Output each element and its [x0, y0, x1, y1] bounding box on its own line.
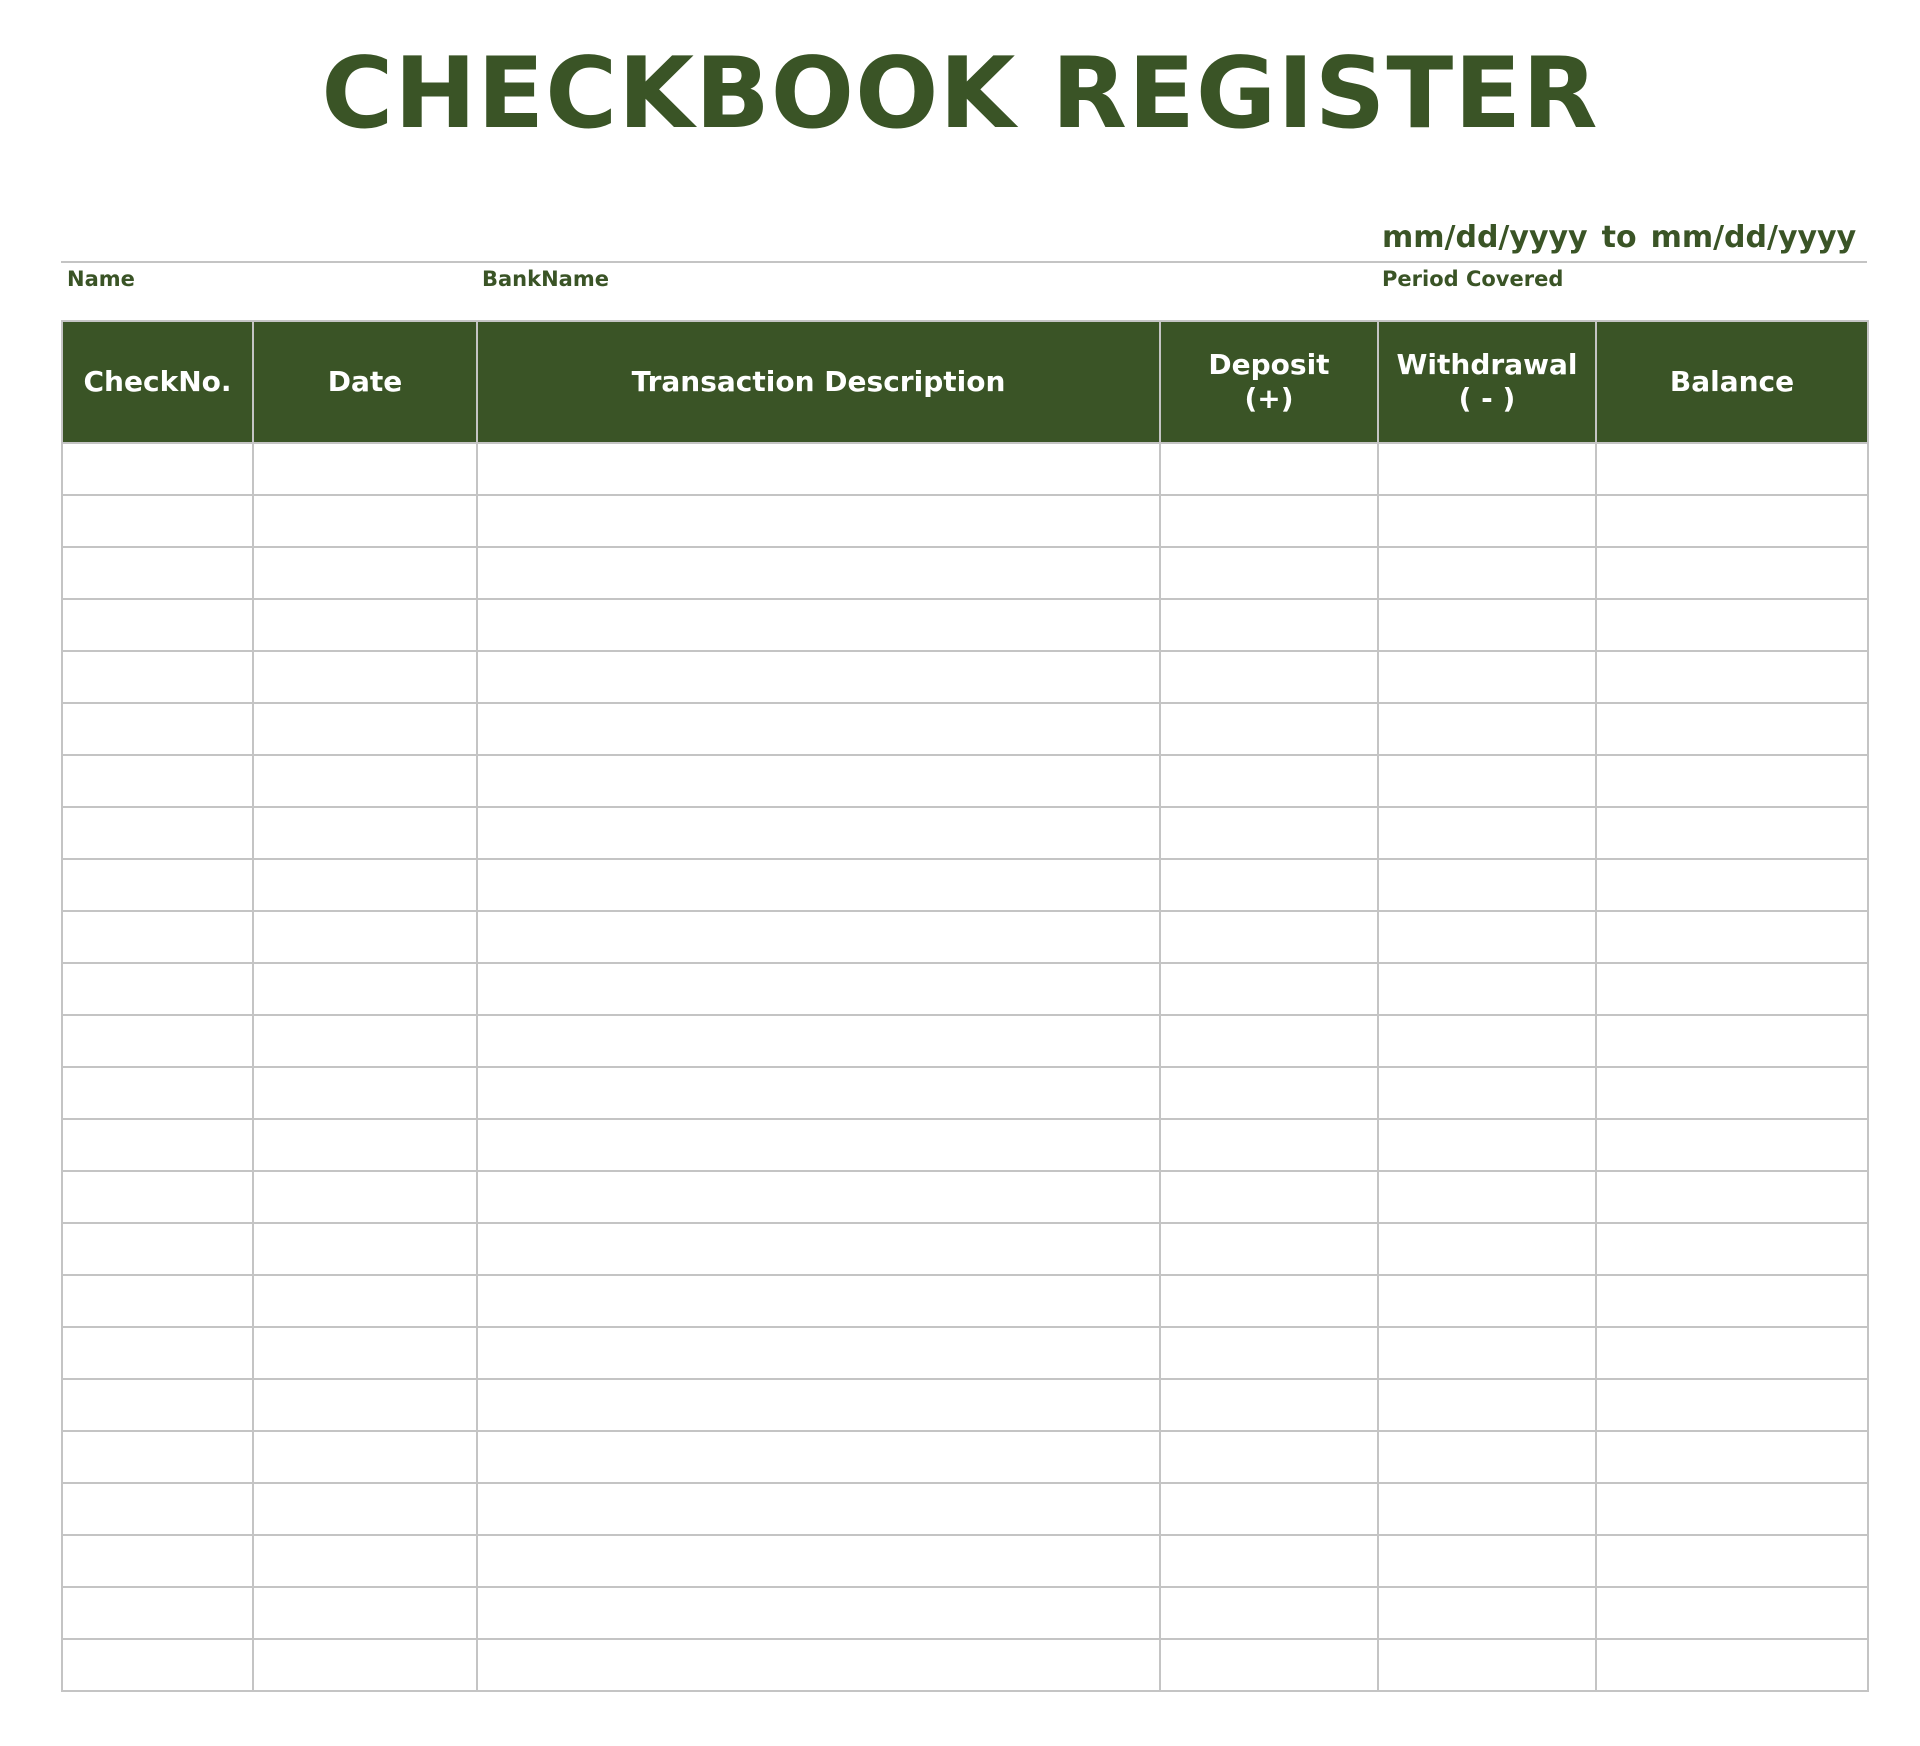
cell-check-no[interactable] [62, 859, 253, 911]
cell-withdrawal[interactable] [1378, 1119, 1596, 1171]
cell-deposit[interactable] [1160, 443, 1378, 495]
table-row [62, 1067, 1868, 1119]
table-row [62, 599, 1868, 651]
cell-deposit[interactable] [1160, 807, 1378, 859]
cell-balance[interactable] [1596, 963, 1868, 1015]
column-header-description: Transaction Description [477, 321, 1160, 443]
period-value [1382, 220, 1856, 255]
cell-balance[interactable] [1596, 443, 1868, 495]
cell-description[interactable] [477, 1171, 1160, 1223]
cell-check-no[interactable] [62, 1327, 253, 1379]
cell-description[interactable] [477, 1067, 1160, 1119]
column-header-deposit: Deposit (+) [1160, 321, 1378, 443]
cell-balance[interactable] [1596, 1483, 1868, 1535]
cell-deposit[interactable] [1160, 599, 1378, 651]
cell-balance[interactable] [1596, 1431, 1868, 1483]
cell-check-no[interactable] [62, 1171, 253, 1223]
cell-description[interactable] [477, 495, 1160, 547]
cell-balance[interactable] [1596, 807, 1868, 859]
cell-deposit[interactable] [1160, 963, 1378, 1015]
table-row [62, 755, 1868, 807]
table-row [62, 651, 1868, 703]
column-header-check-no: CheckNo. [62, 321, 253, 443]
cell-balance[interactable] [1596, 1067, 1868, 1119]
period-separator: to [1601, 220, 1637, 255]
cell-description[interactable] [477, 443, 1160, 495]
cell-deposit[interactable] [1160, 1379, 1378, 1431]
cell-balance[interactable] [1596, 859, 1868, 911]
cell-balance[interactable] [1596, 599, 1868, 651]
cell-deposit[interactable] [1160, 1119, 1378, 1171]
cell-description[interactable] [477, 1639, 1160, 1691]
cell-balance[interactable] [1596, 1587, 1868, 1639]
cell-description[interactable] [477, 1535, 1160, 1587]
cell-balance[interactable] [1596, 1015, 1868, 1067]
cell-date[interactable] [253, 859, 477, 911]
cell-check-no[interactable] [62, 547, 253, 599]
cell-date[interactable] [253, 911, 477, 963]
cell-withdrawal[interactable] [1378, 1535, 1596, 1587]
cell-withdrawal[interactable] [1378, 1379, 1596, 1431]
cell-description[interactable] [477, 547, 1160, 599]
cell-check-no[interactable] [62, 1119, 253, 1171]
cell-date[interactable] [253, 1015, 477, 1067]
cell-withdrawal[interactable] [1378, 1067, 1596, 1119]
cell-balance[interactable] [1596, 1275, 1868, 1327]
cell-description[interactable] [477, 703, 1160, 755]
cell-balance[interactable] [1596, 1171, 1868, 1223]
cell-withdrawal[interactable] [1378, 1431, 1596, 1483]
cell-withdrawal[interactable] [1378, 1223, 1596, 1275]
name-label: Name [67, 267, 135, 291]
cell-check-no[interactable] [62, 1535, 253, 1587]
column-header-withdrawal: Withdrawal ( - ) [1378, 321, 1596, 443]
cell-description[interactable] [477, 1275, 1160, 1327]
cell-deposit[interactable] [1160, 1171, 1378, 1223]
cell-withdrawal[interactable] [1378, 1639, 1596, 1691]
cell-deposit[interactable] [1160, 547, 1378, 599]
cell-date[interactable] [253, 1483, 477, 1535]
cell-description[interactable] [477, 1483, 1160, 1535]
table-row [62, 703, 1868, 755]
column-header-date: Date [253, 321, 477, 443]
cell-date[interactable] [253, 1119, 477, 1171]
cell-check-no[interactable] [62, 807, 253, 859]
cell-date[interactable] [253, 1327, 477, 1379]
table-row [62, 443, 1868, 495]
cell-description[interactable] [477, 859, 1160, 911]
cell-description[interactable] [477, 1119, 1160, 1171]
cell-withdrawal[interactable] [1378, 443, 1596, 495]
cell-date[interactable] [253, 547, 477, 599]
cell-balance[interactable] [1596, 651, 1868, 703]
period-covered-label: Period Covered [1382, 267, 1564, 291]
cell-balance[interactable] [1596, 703, 1868, 755]
cell-balance[interactable] [1596, 1223, 1868, 1275]
info-divider [61, 261, 1867, 263]
cell-withdrawal[interactable] [1378, 1327, 1596, 1379]
cell-withdrawal[interactable] [1378, 755, 1596, 807]
cell-deposit[interactable] [1160, 1275, 1378, 1327]
table-row [62, 1639, 1868, 1691]
cell-balance[interactable] [1596, 1535, 1868, 1587]
table-row [62, 1275, 1868, 1327]
cell-date[interactable] [253, 1587, 477, 1639]
cell-deposit[interactable] [1160, 1015, 1378, 1067]
cell-check-no[interactable] [62, 1587, 253, 1639]
cell-deposit[interactable] [1160, 1535, 1378, 1587]
table-row [62, 547, 1868, 599]
cell-check-no[interactable] [62, 443, 253, 495]
table-row [62, 1379, 1868, 1431]
cell-withdrawal[interactable] [1378, 1015, 1596, 1067]
cell-date[interactable] [253, 443, 477, 495]
table-row [62, 1483, 1868, 1535]
cell-date[interactable] [253, 1275, 477, 1327]
cell-balance[interactable] [1596, 1327, 1868, 1379]
column-header-balance: Balance [1596, 321, 1868, 443]
cell-withdrawal[interactable] [1378, 859, 1596, 911]
bank-name-label: BankName [482, 267, 609, 291]
cell-date[interactable] [253, 1535, 477, 1587]
cell-description[interactable] [477, 963, 1160, 1015]
cell-date[interactable] [253, 1171, 477, 1223]
cell-deposit[interactable] [1160, 495, 1378, 547]
cell-check-no[interactable] [62, 703, 253, 755]
cell-description[interactable] [477, 755, 1160, 807]
cell-check-no[interactable] [62, 651, 253, 703]
cell-date[interactable] [253, 963, 477, 1015]
cell-date[interactable] [253, 1639, 477, 1691]
cell-withdrawal[interactable] [1378, 963, 1596, 1015]
cell-date[interactable] [253, 651, 477, 703]
cell-balance[interactable] [1596, 495, 1868, 547]
cell-date[interactable] [253, 1067, 477, 1119]
cell-check-no[interactable] [62, 1379, 253, 1431]
cell-date[interactable] [253, 1223, 477, 1275]
cell-withdrawal[interactable] [1378, 1587, 1596, 1639]
table-row [62, 911, 1868, 963]
cell-withdrawal[interactable] [1378, 651, 1596, 703]
cell-withdrawal[interactable] [1378, 547, 1596, 599]
table-row [62, 1535, 1868, 1587]
table-row [62, 1015, 1868, 1067]
page-title: CHECKBOOK REGISTER [321, 37, 1599, 151]
table-row [62, 1431, 1868, 1483]
cell-description[interactable] [477, 1327, 1160, 1379]
cell-description[interactable] [477, 1587, 1160, 1639]
cell-check-no[interactable] [62, 963, 253, 1015]
cell-date[interactable] [253, 703, 477, 755]
cell-deposit[interactable] [1160, 1483, 1378, 1535]
cell-balance[interactable] [1596, 755, 1868, 807]
cell-check-no[interactable] [62, 1223, 253, 1275]
cell-check-no[interactable] [62, 1431, 253, 1483]
table-row [62, 963, 1868, 1015]
cell-description[interactable] [477, 651, 1160, 703]
cell-withdrawal[interactable] [1378, 703, 1596, 755]
table-row [62, 859, 1868, 911]
cell-description[interactable] [477, 1015, 1160, 1067]
cell-withdrawal[interactable] [1378, 1171, 1596, 1223]
cell-check-no[interactable] [62, 1067, 253, 1119]
cell-deposit[interactable] [1160, 1067, 1378, 1119]
cell-withdrawal[interactable] [1378, 599, 1596, 651]
cell-description[interactable] [477, 1379, 1160, 1431]
table-row [62, 1223, 1868, 1275]
table-row [62, 1587, 1868, 1639]
cell-deposit[interactable] [1160, 1223, 1378, 1275]
cell-date[interactable] [253, 599, 477, 651]
cell-withdrawal[interactable] [1378, 807, 1596, 859]
cell-description[interactable] [477, 599, 1160, 651]
cell-deposit[interactable] [1160, 859, 1378, 911]
cell-deposit[interactable] [1160, 1327, 1378, 1379]
cell-deposit[interactable] [1160, 1431, 1378, 1483]
cell-description[interactable] [477, 911, 1160, 963]
cell-description[interactable] [477, 1223, 1160, 1275]
cell-description[interactable] [477, 1431, 1160, 1483]
table-row [62, 1171, 1868, 1223]
period-end[interactable]: mm/dd/yyyy [1650, 220, 1857, 255]
cell-withdrawal[interactable] [1378, 1275, 1596, 1327]
cell-check-no[interactable] [62, 911, 253, 963]
cell-description[interactable] [477, 807, 1160, 859]
cell-date[interactable] [253, 807, 477, 859]
cell-balance[interactable] [1596, 911, 1868, 963]
cell-date[interactable] [253, 755, 477, 807]
table-row [62, 807, 1868, 859]
cell-withdrawal[interactable] [1378, 1483, 1596, 1535]
header-row [62, 321, 1868, 443]
cell-deposit[interactable] [1160, 1639, 1378, 1691]
table-row [62, 1119, 1868, 1171]
register-table [61, 320, 1869, 1692]
cell-check-no[interactable] [62, 1483, 253, 1535]
cell-date[interactable] [253, 495, 477, 547]
cell-balance[interactable] [1596, 1119, 1868, 1171]
cell-deposit[interactable] [1160, 755, 1378, 807]
cell-check-no[interactable] [62, 1639, 253, 1691]
cell-deposit[interactable] [1160, 703, 1378, 755]
cell-check-no[interactable] [62, 495, 253, 547]
period-start[interactable]: mm/dd/yyyy [1382, 220, 1588, 255]
cell-check-no[interactable] [62, 1015, 253, 1067]
cell-deposit[interactable] [1160, 1587, 1378, 1639]
cell-withdrawal[interactable] [1378, 911, 1596, 963]
cell-deposit[interactable] [1160, 911, 1378, 963]
cell-deposit[interactable] [1160, 651, 1378, 703]
cell-withdrawal[interactable] [1378, 495, 1596, 547]
table-row [62, 495, 1868, 547]
cell-balance[interactable] [1596, 1379, 1868, 1431]
cell-check-no[interactable] [62, 599, 253, 651]
cell-date[interactable] [253, 1379, 477, 1431]
cell-balance[interactable] [1596, 1639, 1868, 1691]
cell-check-no[interactable] [62, 755, 253, 807]
cell-balance[interactable] [1596, 547, 1868, 599]
table-row [62, 1327, 1868, 1379]
cell-date[interactable] [253, 1431, 477, 1483]
cell-check-no[interactable] [62, 1275, 253, 1327]
register-body [62, 443, 1868, 1691]
